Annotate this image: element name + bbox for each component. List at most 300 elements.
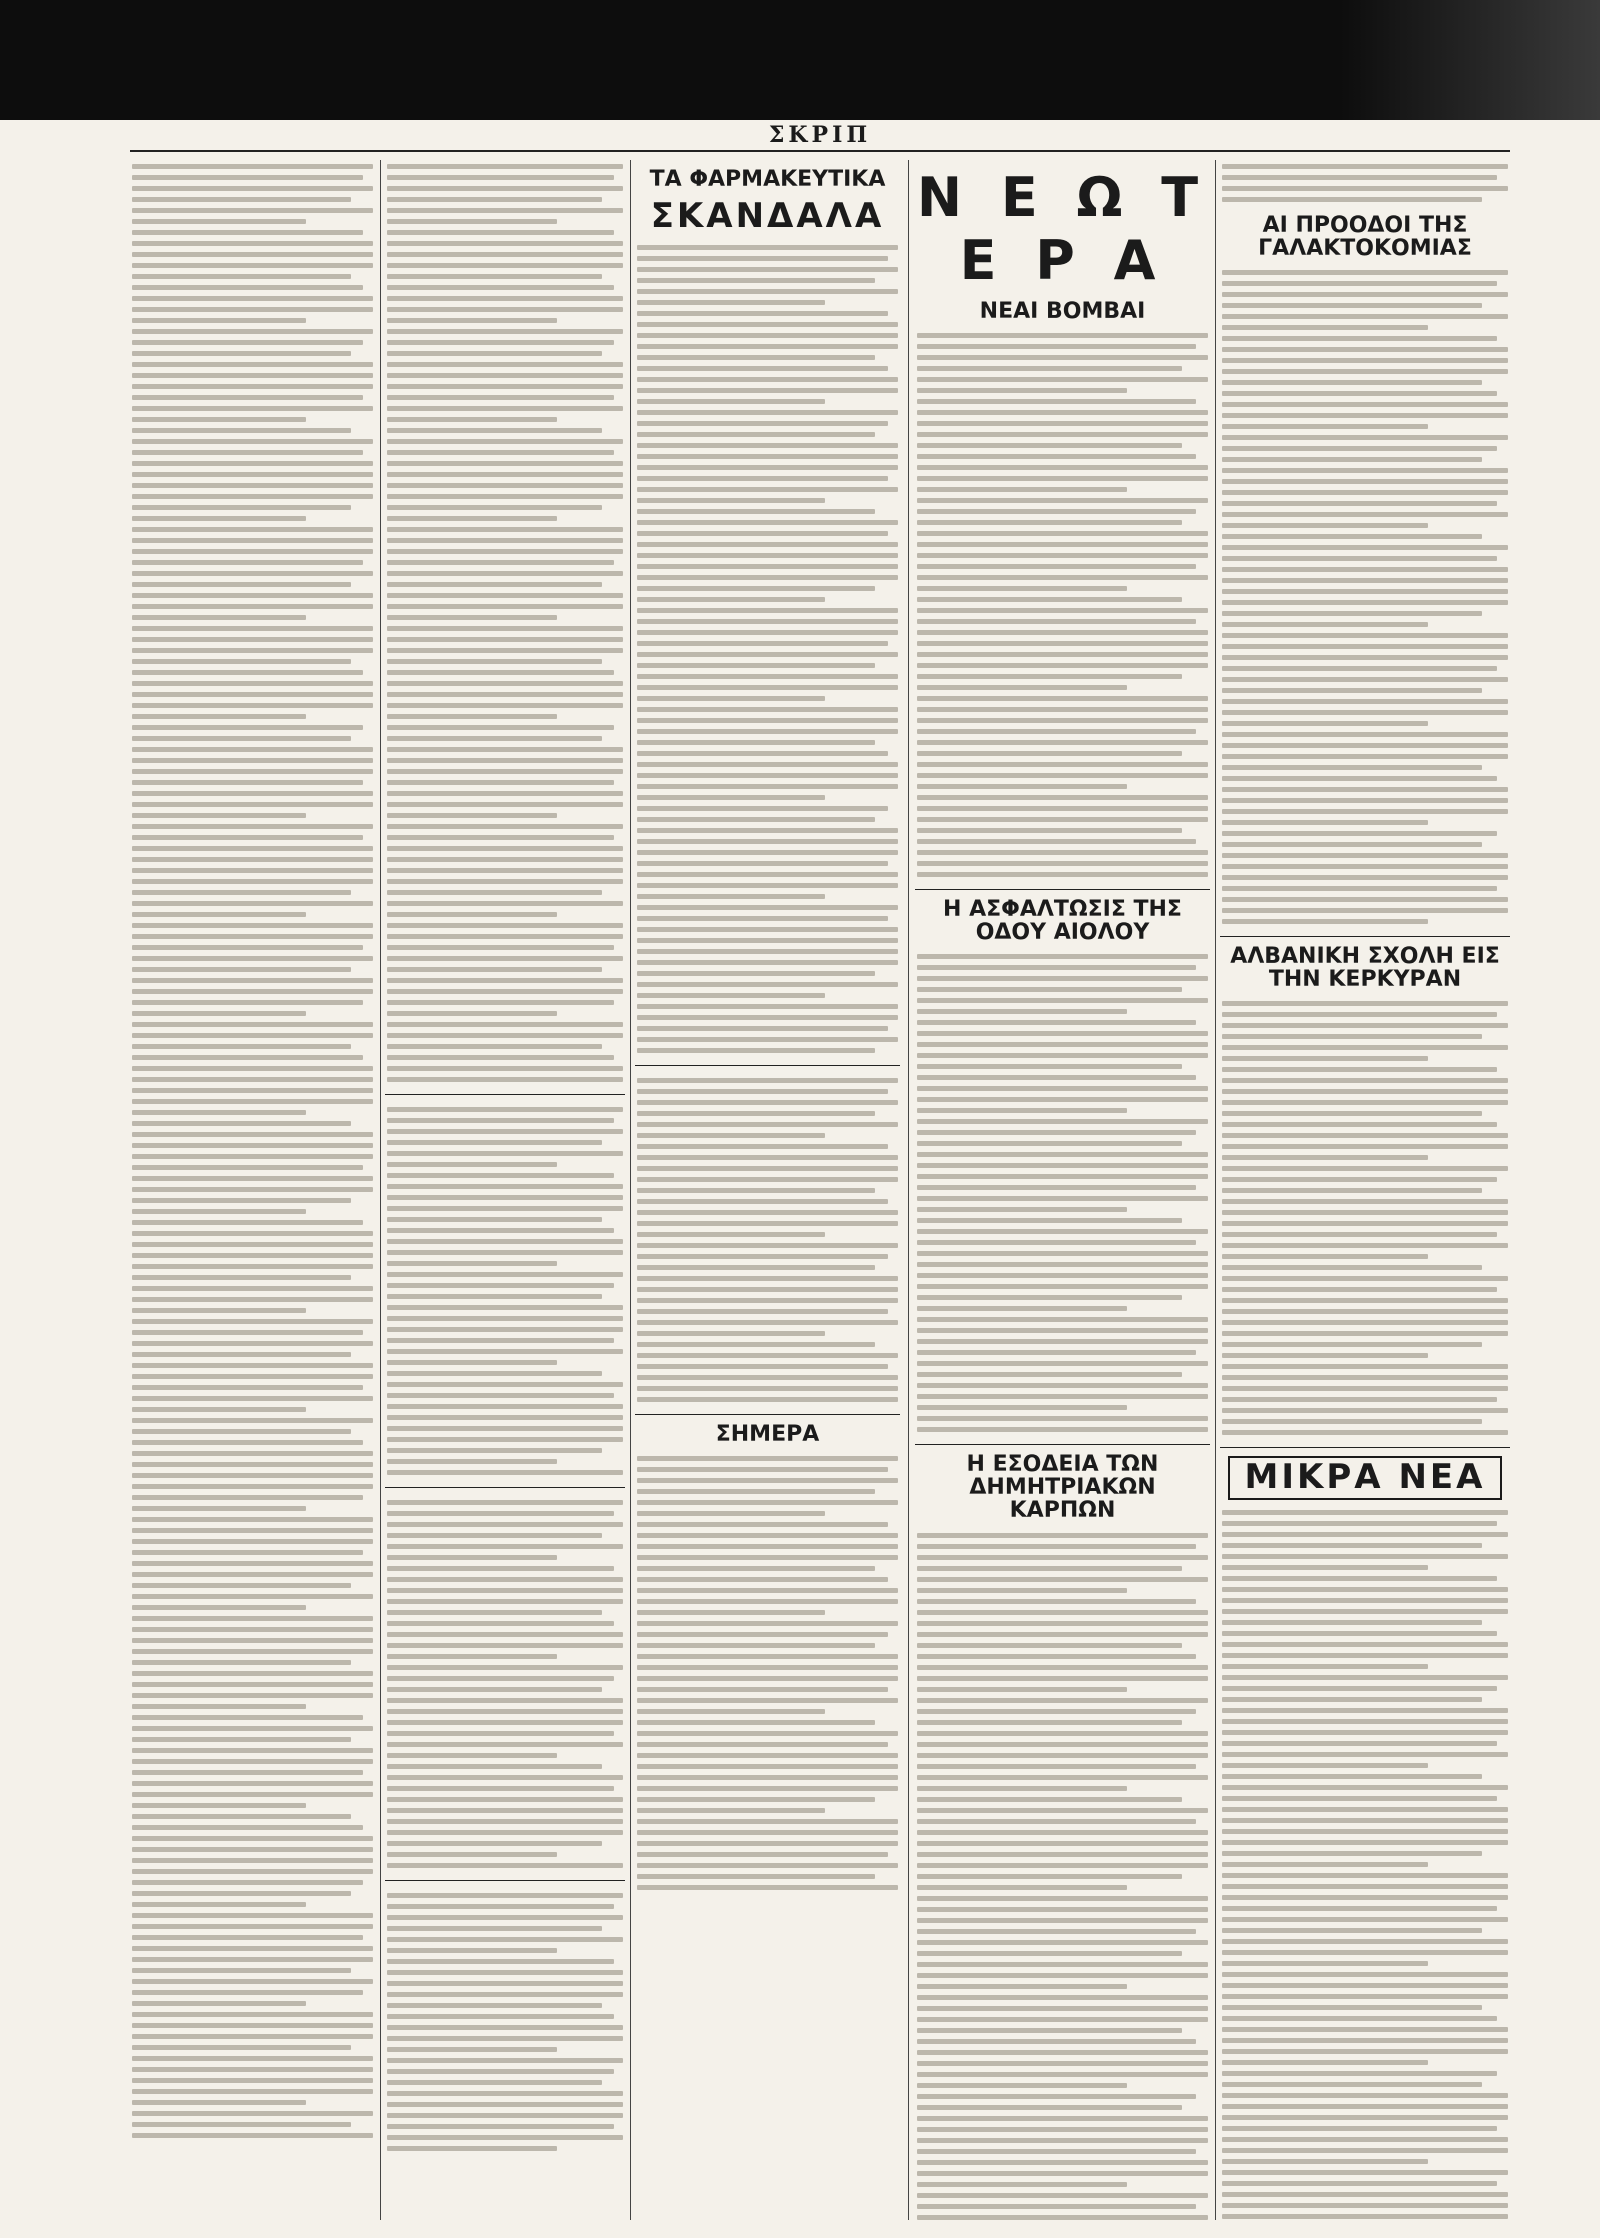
text-line-placeholder	[1222, 644, 1508, 649]
text-line-placeholder	[637, 1533, 898, 1538]
text-line-placeholder	[387, 659, 602, 664]
text-line-placeholder	[917, 1621, 1208, 1626]
text-line-placeholder	[917, 1295, 1182, 1300]
text-line-placeholder	[917, 1064, 1182, 1069]
text-line-placeholder	[917, 2050, 1208, 2055]
text-line-placeholder	[917, 954, 1208, 959]
text-line-placeholder	[637, 1478, 898, 1483]
text-line-placeholder	[132, 1803, 306, 1808]
text-line-placeholder	[1222, 1430, 1508, 1435]
text-line-placeholder	[637, 817, 875, 822]
text-line-placeholder	[132, 340, 363, 345]
text-line-placeholder	[1222, 743, 1508, 748]
text-line-placeholder	[917, 1863, 1208, 1868]
text-line-placeholder	[917, 1687, 1127, 1692]
text-line-placeholder	[387, 197, 602, 202]
text-line-placeholder	[387, 329, 623, 334]
text-line-placeholder	[387, 714, 557, 719]
text-line-placeholder	[917, 575, 1208, 580]
text-block-illegible	[915, 1529, 1210, 2220]
text-line-placeholder	[1222, 1840, 1508, 1845]
text-line-placeholder	[637, 322, 898, 327]
text-line-placeholder	[637, 1830, 898, 1835]
text-line-placeholder	[1222, 787, 1508, 792]
text-line-placeholder	[1222, 600, 1508, 605]
text-line-placeholder	[132, 1099, 373, 1104]
text-line-placeholder	[132, 1847, 373, 1852]
text-line-placeholder	[637, 674, 898, 679]
text-line-placeholder	[387, 923, 623, 928]
text-line-placeholder	[1222, 1697, 1482, 1702]
text-line-placeholder	[132, 329, 373, 334]
text-line-placeholder	[387, 747, 623, 752]
text-line-placeholder	[132, 1165, 363, 1170]
text-line-placeholder	[387, 1173, 614, 1178]
text-line-placeholder	[132, 1110, 306, 1115]
text-line-placeholder	[1222, 1353, 1428, 1358]
text-line-placeholder	[132, 945, 363, 950]
text-line-placeholder	[1222, 1631, 1497, 1636]
text-line-placeholder	[1222, 1221, 1508, 1226]
text-line-placeholder	[917, 795, 1208, 800]
text-line-placeholder	[637, 399, 825, 404]
headline: Η ΕΣΟΔΕΙΑ ΤΩΝ ΔΗΜΗΤΡΙΑΚΩΝ ΚΑΡΠΩΝ	[966, 1452, 1159, 1524]
text-line-placeholder	[1222, 534, 1482, 539]
text-line-placeholder	[637, 1221, 898, 1226]
text-line-placeholder	[637, 1819, 898, 1824]
text-line-placeholder	[917, 998, 1208, 1003]
text-line-placeholder	[637, 278, 875, 283]
text-line-placeholder	[917, 1262, 1208, 1267]
text-line-placeholder	[917, 355, 1208, 360]
text-line-placeholder	[132, 1671, 373, 1676]
section-divider	[385, 1094, 625, 1095]
text-line-placeholder	[132, 1660, 351, 1665]
text-line-placeholder	[917, 1405, 1127, 1410]
text-line-placeholder	[637, 564, 898, 569]
text-line-placeholder	[387, 1283, 614, 1288]
text-line-placeholder	[132, 384, 373, 389]
text-line-placeholder	[387, 1830, 623, 1835]
text-line-placeholder	[637, 729, 898, 734]
text-block-illegible	[1220, 266, 1510, 928]
text-line-placeholder	[917, 619, 1196, 624]
text-line-placeholder	[132, 1264, 373, 1269]
text-line-placeholder	[637, 762, 898, 767]
text-line-placeholder	[1222, 391, 1497, 396]
text-line-placeholder	[132, 1275, 351, 1280]
text-line-placeholder	[132, 1033, 373, 1038]
text-line-placeholder	[387, 1437, 623, 1442]
text-line-placeholder	[1222, 1089, 1508, 1094]
text-line-placeholder	[132, 1638, 373, 1643]
text-line-placeholder	[387, 274, 602, 279]
text-line-placeholder	[132, 1726, 373, 1731]
text-line-placeholder	[387, 681, 623, 686]
text-line-placeholder	[132, 1066, 373, 1071]
text-line-placeholder	[387, 835, 614, 840]
text-line-placeholder	[132, 1825, 363, 1830]
text-line-placeholder	[132, 1506, 306, 1511]
text-line-placeholder	[917, 487, 1127, 492]
text-line-placeholder	[637, 1489, 875, 1494]
text-line-placeholder	[917, 1742, 1208, 1747]
text-line-placeholder	[1222, 1408, 1508, 1413]
text-line-placeholder	[132, 505, 351, 510]
text-line-placeholder	[917, 542, 1208, 547]
text-line-placeholder	[132, 1759, 373, 1764]
text-line-placeholder	[387, 1775, 623, 1780]
text-line-placeholder	[387, 780, 614, 785]
text-line-placeholder	[917, 976, 1208, 981]
text-line-placeholder	[387, 1239, 623, 1244]
text-line-placeholder	[387, 1272, 623, 1277]
text-line-placeholder	[387, 2014, 614, 2019]
text-line-placeholder	[637, 1742, 888, 1747]
text-line-placeholder	[132, 406, 373, 411]
text-line-placeholder	[917, 1830, 1208, 1835]
text-line-placeholder	[637, 509, 875, 514]
text-line-placeholder	[132, 747, 373, 752]
text-line-placeholder	[917, 454, 1196, 459]
text-line-placeholder	[132, 1858, 373, 1863]
text-line-placeholder	[387, 439, 623, 444]
text-line-placeholder	[1222, 765, 1482, 770]
text-line-placeholder	[1222, 886, 1497, 891]
text-line-placeholder	[1222, 1598, 1508, 1603]
text-line-placeholder	[387, 901, 623, 906]
text-line-placeholder	[917, 443, 1182, 448]
text-line-placeholder	[637, 1364, 888, 1369]
column-1	[130, 160, 375, 2220]
text-line-placeholder	[1222, 1554, 1508, 1559]
text-line-placeholder	[132, 296, 373, 301]
text-line-placeholder	[917, 773, 1208, 778]
text-line-placeholder	[637, 1004, 898, 1009]
text-line-placeholder	[1222, 1532, 1508, 1537]
text-line-placeholder	[1222, 1950, 1508, 1955]
text-line-placeholder	[637, 388, 898, 393]
text-line-placeholder	[917, 1632, 1208, 1637]
text-line-placeholder	[917, 1394, 1208, 1399]
text-line-placeholder	[917, 1284, 1208, 1289]
text-line-placeholder	[387, 384, 623, 389]
text-line-placeholder	[387, 1948, 557, 1953]
text-line-placeholder	[1222, 842, 1482, 847]
text-block-illegible	[385, 1496, 625, 1872]
text-line-placeholder	[917, 1339, 1208, 1344]
text-line-placeholder	[387, 1448, 602, 1453]
text-line-placeholder	[637, 795, 825, 800]
text-line-placeholder	[637, 300, 825, 305]
text-line-placeholder	[637, 1144, 888, 1149]
text-line-placeholder	[637, 1089, 888, 1094]
text-line-placeholder	[387, 1011, 557, 1016]
text-line-placeholder	[387, 1588, 623, 1593]
text-line-placeholder	[1222, 197, 1482, 202]
text-line-placeholder	[387, 1360, 557, 1365]
text-line-placeholder	[1222, 347, 1508, 352]
text-line-placeholder	[132, 2133, 373, 2138]
text-line-placeholder	[917, 531, 1208, 536]
text-line-placeholder	[917, 1973, 1208, 1978]
text-line-placeholder	[387, 824, 623, 829]
text-line-placeholder	[917, 2160, 1208, 2165]
text-line-placeholder	[387, 1937, 623, 1942]
text-line-placeholder	[917, 421, 1208, 426]
text-line-placeholder	[1222, 1994, 1508, 1999]
text-line-placeholder	[917, 1995, 1208, 2000]
text-line-placeholder	[132, 1363, 373, 1368]
text-line-placeholder	[1222, 1741, 1497, 1746]
text-line-placeholder	[1222, 578, 1508, 583]
text-line-placeholder	[917, 729, 1196, 734]
text-line-placeholder	[637, 1111, 875, 1116]
text-line-placeholder	[387, 1676, 614, 1681]
text-line-placeholder	[387, 1151, 623, 1156]
text-line-placeholder	[387, 1863, 623, 1868]
text-line-placeholder	[917, 1533, 1208, 1538]
column-5	[1220, 160, 1510, 2220]
text-line-placeholder	[387, 1129, 623, 1134]
text-line-placeholder	[637, 905, 898, 910]
text-line-placeholder	[387, 2135, 623, 2140]
text-line-placeholder	[917, 1775, 1208, 1780]
text-line-placeholder	[387, 857, 623, 862]
text-line-placeholder	[1222, 1199, 1508, 1204]
text-line-placeholder	[1222, 1708, 1508, 1713]
text-line-placeholder	[387, 1665, 623, 1670]
text-line-placeholder	[637, 1522, 888, 1527]
text-line-placeholder	[132, 659, 351, 664]
text-line-placeholder	[132, 1814, 351, 1819]
text-line-placeholder	[1222, 1254, 1428, 1259]
text-line-placeholder	[917, 1075, 1196, 1080]
text-line-placeholder	[637, 1298, 898, 1303]
text-line-placeholder	[637, 1632, 888, 1637]
text-line-placeholder	[132, 1990, 363, 1995]
text-line-placeholder	[917, 1709, 1196, 1714]
text-line-placeholder	[1222, 2137, 1508, 2142]
section-divider	[635, 1065, 900, 1066]
text-line-placeholder	[387, 494, 623, 499]
text-line-placeholder	[132, 208, 373, 213]
text-line-placeholder	[132, 428, 351, 433]
text-line-placeholder	[132, 1616, 373, 1621]
text-line-placeholder	[387, 912, 557, 917]
text-line-placeholder	[637, 1676, 898, 1681]
text-line-placeholder	[387, 615, 557, 620]
text-line-placeholder	[387, 252, 623, 257]
text-line-placeholder	[387, 230, 614, 235]
scan-dark-band	[0, 0, 1600, 120]
text-line-placeholder	[637, 410, 898, 415]
text-line-placeholder	[132, 1374, 373, 1379]
headline: ΑΙ ΠΡΟΟΔΟΙ ΤΗΣ ΓΑΛΑΚΤΟΚΟΜΙΑΣ	[1258, 213, 1472, 262]
text-line-placeholder	[387, 175, 614, 180]
text-line-placeholder	[132, 1198, 351, 1203]
text-line-placeholder	[637, 784, 898, 789]
text-line-placeholder	[132, 1946, 373, 1951]
text-line-placeholder	[917, 2039, 1196, 2044]
text-line-placeholder	[1222, 1521, 1497, 1526]
text-line-placeholder	[917, 1361, 1208, 1366]
text-line-placeholder	[1222, 853, 1508, 858]
text-line-placeholder	[387, 2102, 623, 2107]
text-line-placeholder	[387, 1250, 623, 1255]
text-line-placeholder	[387, 2025, 623, 2030]
text-line-placeholder	[132, 1176, 373, 1181]
text-line-placeholder	[1222, 1851, 1482, 1856]
text-line-placeholder	[637, 751, 888, 756]
text-line-placeholder	[637, 1177, 898, 1182]
section-divider	[915, 1444, 1210, 1445]
text-line-placeholder	[1222, 1133, 1508, 1138]
text-line-placeholder	[132, 846, 373, 851]
text-line-placeholder	[1222, 622, 1428, 627]
text-line-placeholder	[132, 1000, 363, 1005]
text-line-placeholder	[1222, 490, 1508, 495]
text-line-placeholder	[387, 890, 602, 895]
text-line-placeholder	[637, 927, 898, 932]
text-line-placeholder	[387, 362, 623, 367]
text-line-placeholder	[387, 1698, 623, 1703]
text-line-placeholder	[917, 1141, 1182, 1146]
text-line-placeholder	[387, 1599, 623, 1604]
text-line-placeholder	[132, 1748, 373, 1753]
text-line-placeholder	[917, 2061, 1208, 2066]
text-line-placeholder	[1222, 1045, 1508, 1050]
text-line-placeholder	[917, 597, 1182, 602]
text-line-placeholder	[1222, 303, 1482, 308]
text-line-placeholder	[132, 967, 351, 972]
text-line-placeholder	[637, 718, 898, 723]
text-line-placeholder	[132, 879, 373, 884]
text-line-placeholder	[132, 1836, 373, 1841]
text-line-placeholder	[132, 1319, 373, 1324]
text-line-placeholder	[387, 1566, 614, 1571]
text-line-placeholder	[132, 186, 373, 191]
text-line-placeholder	[637, 498, 825, 503]
text-line-placeholder	[387, 164, 623, 169]
text-line-placeholder	[1222, 2027, 1508, 2032]
text-line-placeholder	[387, 1731, 614, 1736]
text-line-placeholder	[132, 1583, 351, 1588]
text-line-placeholder	[637, 828, 898, 833]
text-line-placeholder	[387, 1511, 614, 1516]
text-line-placeholder	[637, 344, 898, 349]
text-line-placeholder	[387, 648, 623, 653]
text-line-placeholder	[637, 663, 875, 668]
text-line-placeholder	[132, 923, 373, 928]
text-line-placeholder	[1222, 186, 1508, 191]
text-line-placeholder	[1222, 809, 1508, 814]
text-line-placeholder	[917, 2017, 1208, 2022]
text-line-placeholder	[387, 1893, 623, 1898]
text-line-placeholder	[387, 1709, 623, 1714]
text-line-placeholder	[1222, 611, 1482, 616]
text-line-placeholder	[637, 1511, 825, 1516]
text-line-placeholder	[637, 1342, 875, 1347]
text-line-placeholder	[637, 839, 898, 844]
text-line-placeholder	[387, 2113, 623, 2118]
text-line-placeholder	[917, 685, 1127, 690]
text-line-placeholder	[132, 1704, 306, 1709]
text-line-placeholder	[387, 571, 623, 576]
text-line-placeholder	[132, 307, 373, 312]
text-line-placeholder	[387, 307, 623, 312]
text-line-placeholder	[1222, 1155, 1428, 1160]
text-line-placeholder	[387, 2058, 623, 2063]
text-line-placeholder	[387, 373, 623, 378]
text-line-placeholder	[387, 1915, 623, 1920]
text-line-placeholder	[917, 1372, 1182, 1377]
text-line-placeholder	[387, 1338, 614, 1343]
text-line-placeholder	[917, 465, 1208, 470]
text-line-placeholder	[917, 1698, 1208, 1703]
text-line-placeholder	[1222, 798, 1508, 803]
text-line-placeholder	[1222, 1884, 1508, 1889]
text-line-placeholder	[132, 736, 351, 741]
text-line-placeholder	[637, 1048, 875, 1053]
section-divider	[1220, 1447, 1510, 1448]
text-line-placeholder	[637, 443, 898, 448]
text-line-placeholder	[132, 252, 373, 257]
text-line-placeholder	[132, 1572, 373, 1577]
text-line-placeholder	[387, 1184, 623, 1189]
text-line-placeholder	[132, 637, 373, 642]
text-line-placeholder	[917, 1273, 1208, 1278]
text-line-placeholder	[917, 1874, 1182, 1879]
text-line-placeholder	[637, 575, 898, 580]
text-line-placeholder	[1222, 1565, 1428, 1570]
text-line-placeholder	[917, 1907, 1208, 1912]
text-line-placeholder	[1222, 336, 1497, 341]
text-line-placeholder	[1222, 1752, 1508, 1757]
scan-dark-band-fade	[1340, 0, 1600, 120]
text-line-placeholder	[387, 1044, 602, 1049]
text-line-placeholder	[637, 1037, 898, 1042]
text-line-placeholder	[917, 762, 1208, 767]
text-line-placeholder	[917, 1031, 1208, 1036]
text-line-placeholder	[1222, 1320, 1508, 1325]
text-line-placeholder	[132, 1869, 373, 1874]
text-line-placeholder	[917, 1108, 1127, 1113]
text-line-placeholder	[1222, 1928, 1482, 1933]
text-line-placeholder	[917, 1896, 1208, 1901]
text-line-placeholder	[1222, 2005, 1482, 2010]
text-line-placeholder	[637, 1026, 888, 1031]
text-line-placeholder	[387, 2124, 614, 2129]
text-line-placeholder	[1222, 864, 1508, 869]
text-line-placeholder	[1222, 919, 1428, 924]
text-line-placeholder	[637, 1643, 875, 1648]
text-line-placeholder	[387, 340, 614, 345]
text-line-placeholder	[132, 670, 363, 675]
text-line-placeholder	[1222, 402, 1508, 407]
text-line-placeholder	[1222, 424, 1428, 429]
text-line-placeholder	[387, 527, 623, 532]
text-line-placeholder	[1222, 1719, 1508, 1724]
text-line-placeholder	[917, 1350, 1196, 1355]
text-line-placeholder	[132, 241, 373, 246]
text-line-placeholder	[1222, 1364, 1508, 1369]
text-line-placeholder	[637, 1397, 898, 1402]
text-line-placeholder	[1222, 1543, 1482, 1548]
text-line-placeholder	[637, 1709, 825, 1714]
text-line-placeholder	[132, 1627, 373, 1632]
text-line-placeholder	[637, 707, 898, 712]
